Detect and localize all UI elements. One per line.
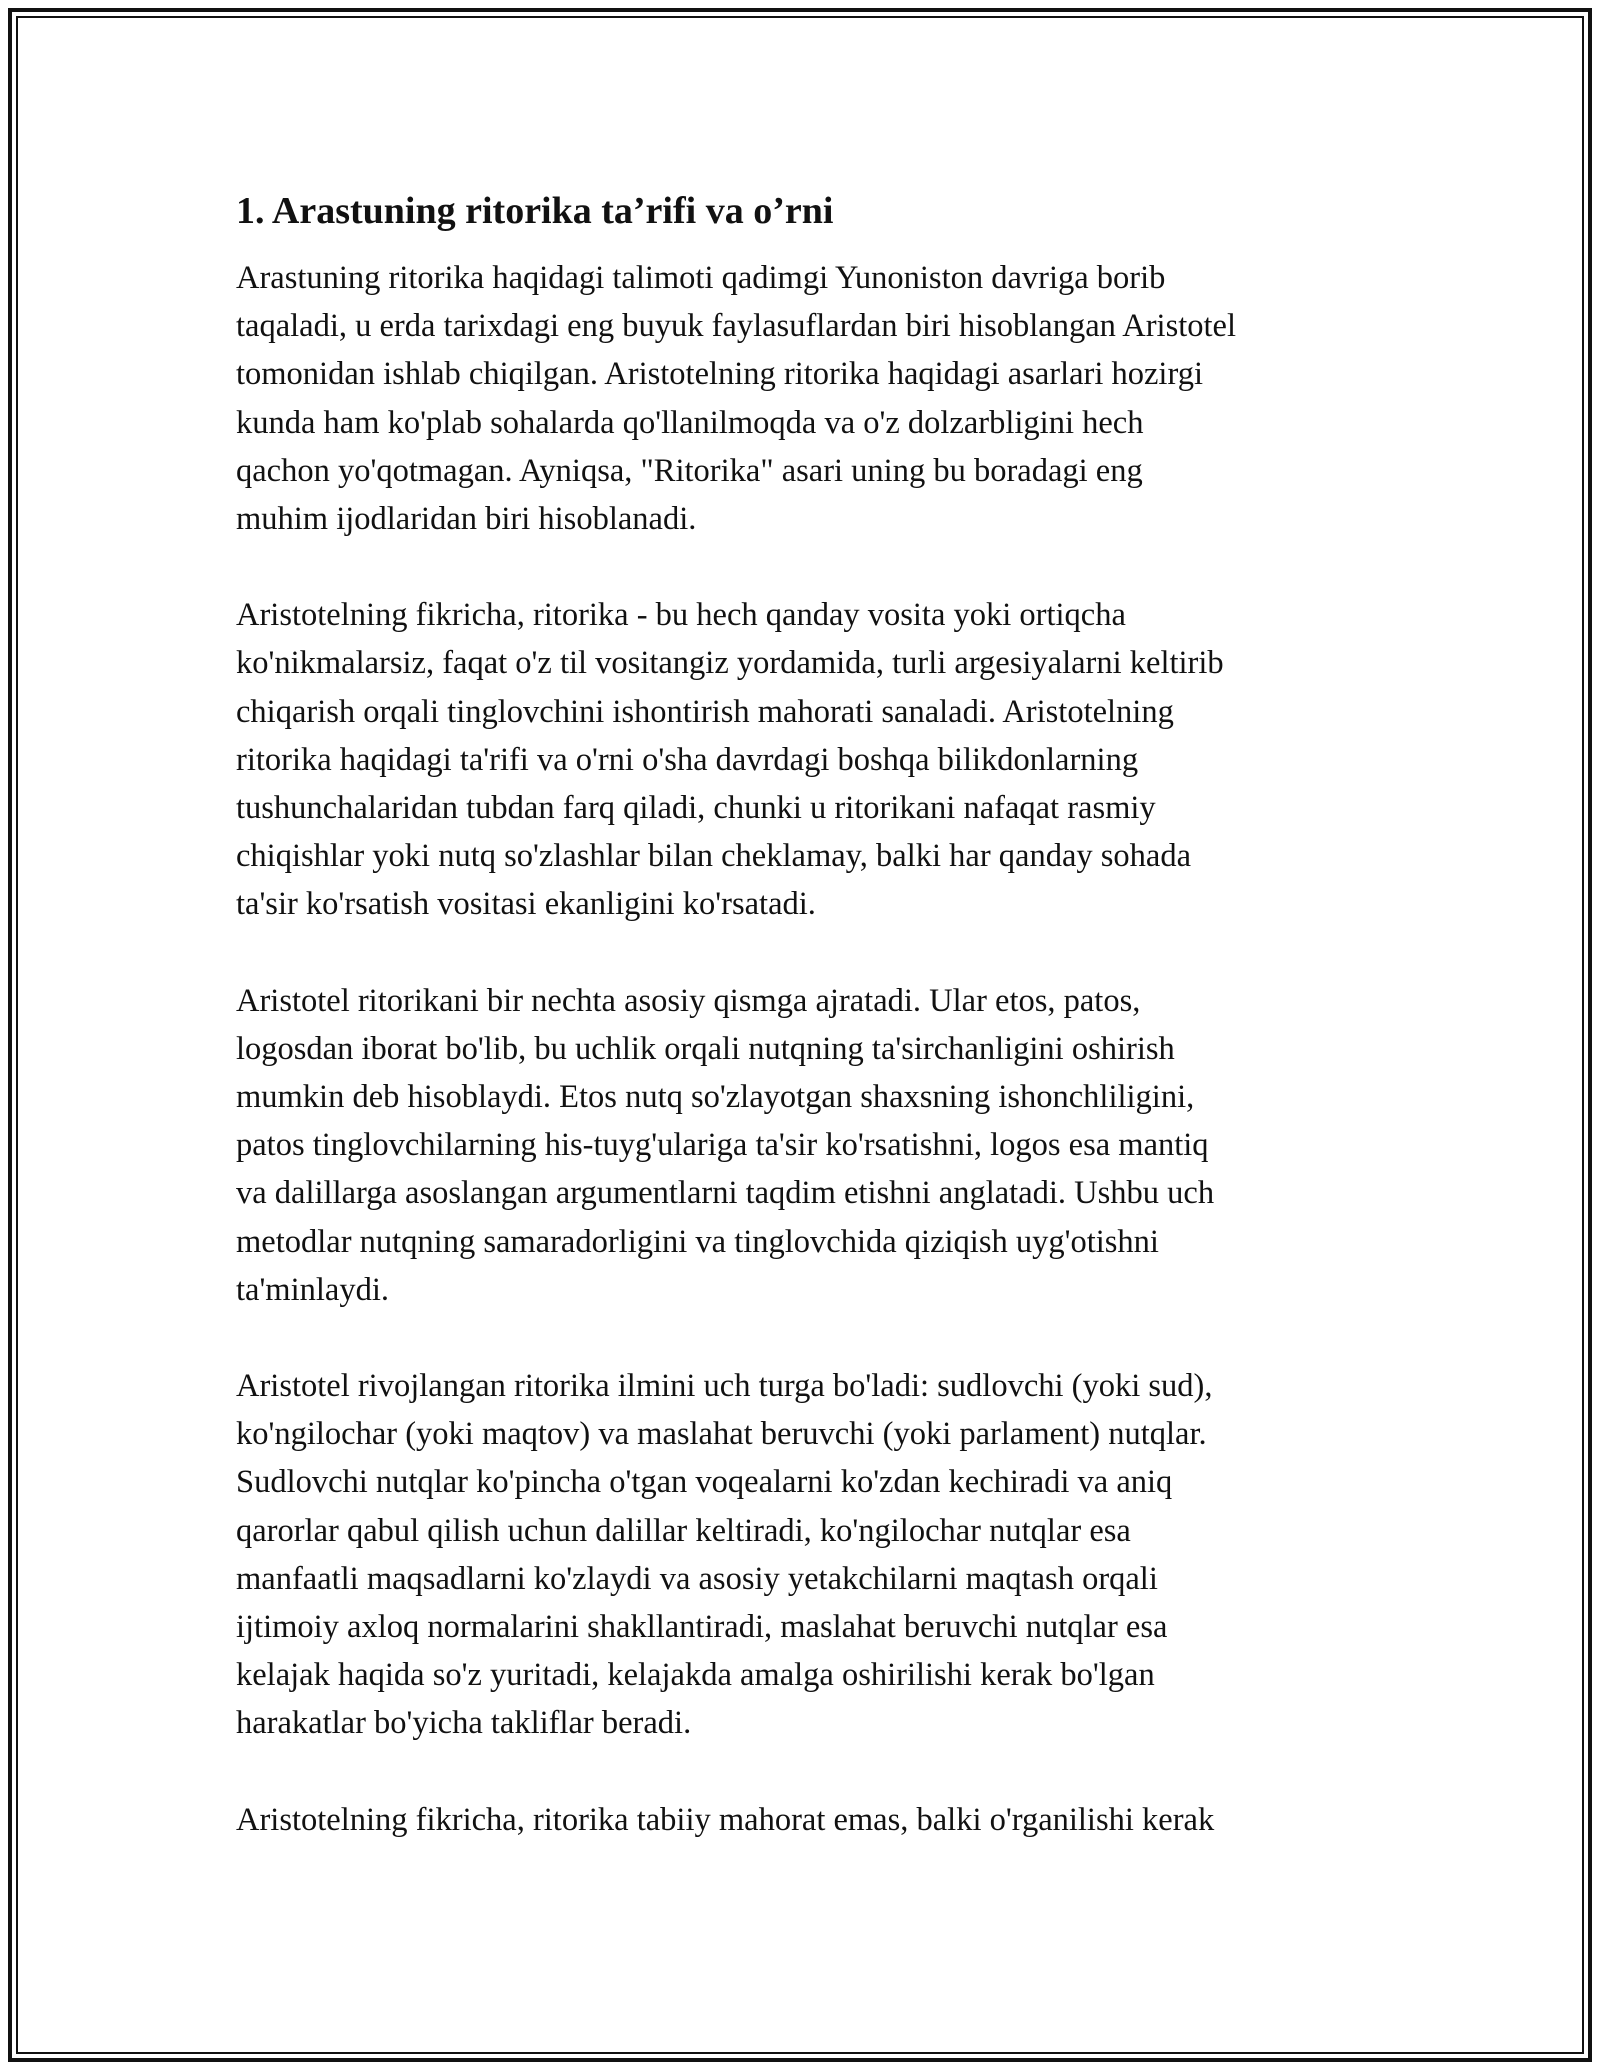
paragraph-line: manfaatli maqsadlarni ko'zlaydi va asosiy yetakchilarni maqtash orqali [236,1560,1158,1597]
paragraph-line: Arastuning ritorika haqidagi talimoti qadimgi Yunoniston davriga borib [236,260,1166,296]
paragraph-line: ta'minlaydi. [236,1271,389,1308]
paragraph-line: logosdan iborat bo'lib, bu uchlik orqali nutqning ta'sirchanligini oshirish [236,1030,1175,1067]
paragraph-line: mumkin deb hisoblaydi. Etos nutq so'zlayotgan shaxsning ishonchliligini, [236,1079,1195,1116]
paragraph-line: tomonidan ishlab chiqilgan. Aristotelning ritorika haqidagi asarlari hozirgi [236,356,1203,393]
document-body [236,186,1386,1892]
paragraph-3 [236,977,1386,1314]
paragraph-line: ijtimoiy axloq normalarini shakllantiradi, maslahat beruvchi nutqlar esa [236,1609,1168,1646]
paragraph-2 [236,591,1386,928]
paragraph-line: chiqishlar yoki nutq so'zlashlar bilan cheklamay, balki har qanday sohada [236,838,1191,875]
section-heading: 1. Arastuning ritorika ta’rifi va o’rni [236,190,834,232]
paragraph-line: patos tinglovchilarning his-tuyg'ulariga ta'sir ko'rsatishni, logos esa mantiq [236,1127,1209,1164]
paragraph-line: qachon yo'qotmagan. Ayniqsa, "Ritorika" asari uning bu boradagi eng [236,452,1143,489]
paragraph-line: metodlar nutqning samaradorligini va tinglovchida qiziqish uyg'otishni [236,1223,1159,1260]
paragraph-line: Aristotelning fikricha, ritorika - bu hech qanday vosita yoki ortiqcha [236,597,1126,634]
paragraph-line: harakatlar bo'yicha takliflar beradi. [236,1705,692,1742]
paragraph-line: tushunchalaridan tubdan farq qiladi, chunki u ritorikani nafaqat rasmiy [236,790,1156,827]
paragraph-line: Aristotel ritorikani bir nechta asosiy qismga ajratadi. Ular etos, patos, [236,982,1141,1019]
paragraph-line: ko'nikmalarsiz, faqat o'z til vositangiz yordamida, turli argesiyalarni keltirib [236,645,1224,682]
paragraph-line: ritorika haqidagi ta'rifi va o'rni o'sha davrdagi boshqa bilikdonlarning [236,741,1139,778]
paragraph-line: muhim ijodlaridan biri hisoblanadi. [236,501,697,538]
paragraph-1 [236,254,1386,543]
paragraph-line: chiqarish orqali tinglovchini ishontirish mahorati sanaladi. Aristotelning [236,693,1174,730]
paragraph-line: Sudlovchi nutqlar ko'pincha o'tgan voqealarni ko'zdan kechiradi va aniq [236,1464,1173,1501]
paragraph-line: ko'ngilochar (yoki maqtov) va maslahat beruvchi (yoki parlament) nutqlar. [236,1416,1207,1453]
paragraph-line: kelajak haqida so'z yuritadi, kelajakda amalga oshirilishi kerak bo'lgan [236,1657,1155,1694]
paragraph-line: taqaladi, u erda tarixdagi eng buyuk faylasuflardan biri hisoblangan Aristotel [236,308,1236,345]
paragraph-line: Aristotel rivojlangan ritorika ilmini uch turga bo'ladi: sudlovchi (yoki sud), [236,1368,1213,1405]
paragraph-5 [236,1796,1386,1844]
paragraph-line: Aristotelning fikricha, ritorika tabiiy mahorat emas, balki o'rganilishi kerak [236,1801,1215,1838]
paragraph-line: kunda ham ko'plab sohalarda qo'llanilmoqda va o'z dolzarbligini hech [236,404,1144,441]
paragraph-line: qarorlar qabul qilish uchun dalillar keltiradi, ko'ngilochar nutqlar esa [236,1512,1131,1549]
paragraph-line: va dalillarga asoslangan argumentlarni taqdim etishni anglatadi. Ushbu uch [236,1175,1215,1212]
paragraph-4 [236,1362,1386,1748]
paragraph-line: ta'sir ko'rsatish vositasi ekanligini ko'rsatadi. [236,886,816,923]
